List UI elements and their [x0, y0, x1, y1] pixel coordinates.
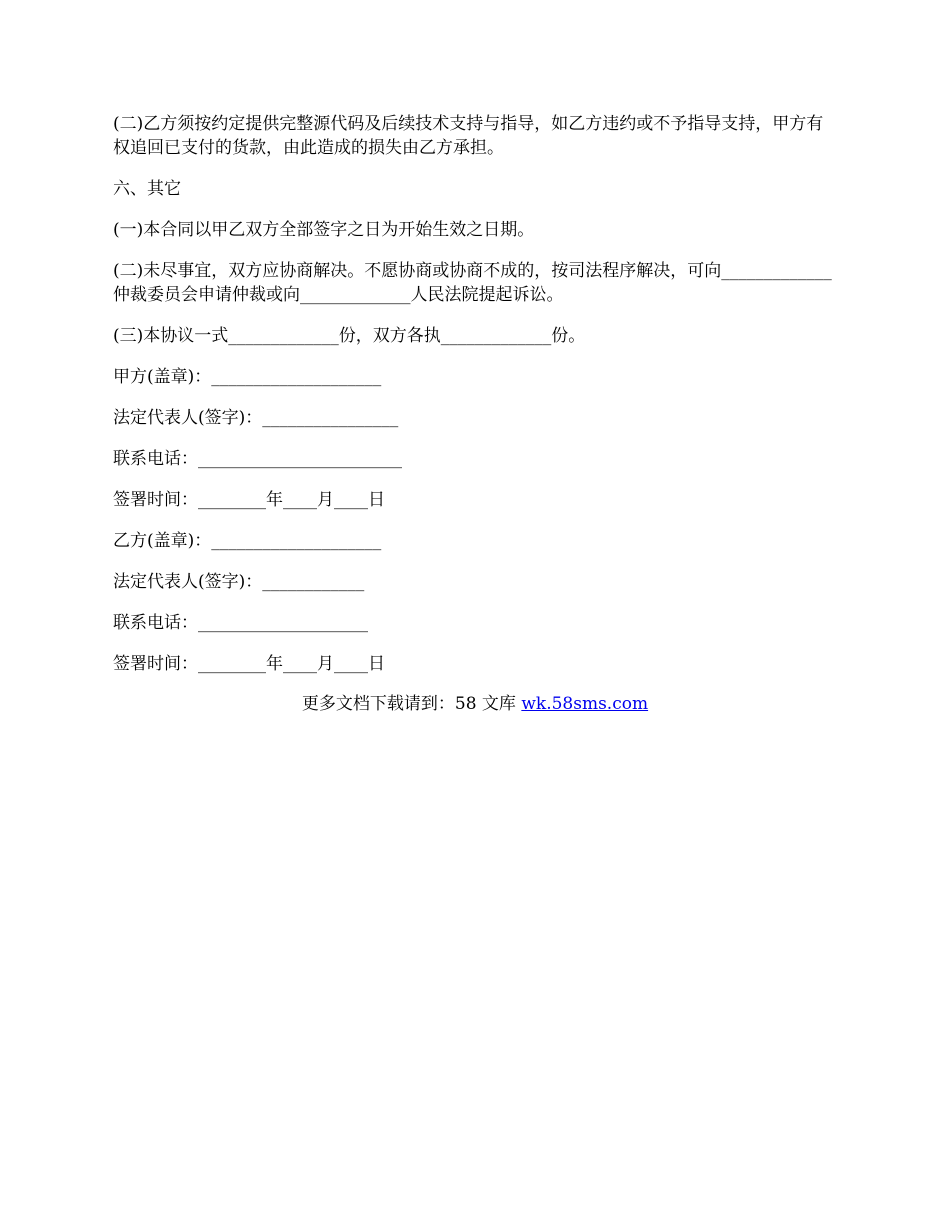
clause-6-1: (一)本合同以甲乙双方全部签字之日为开始生效之日期。 — [113, 220, 535, 240]
document-body — [113, 112, 835, 676]
section-6-heading: 六、其它 — [113, 179, 181, 199]
party-b-representative: 法定代表人(签字)：____________ — [113, 572, 365, 592]
footer-link[interactable]: wk.58sms.com — [521, 694, 649, 714]
clause-6-3: (三)本协议一式_____________份，双方各执_____________份。 — [113, 326, 586, 346]
footer-text: 更多文档下载请到：58 文库 — [301, 694, 522, 714]
download-footer — [0, 692, 950, 716]
party-a-representative: 法定代表人(签字)：________________ — [113, 408, 399, 428]
party-a-seal: 甲方(盖章)：____________________ — [113, 367, 382, 387]
party-a-sign-date: 签署时间：________年____月____日 — [113, 490, 385, 510]
clause-6-2: (二)未尽事宜，双方应协商解决。不愿协商或协商不成的，按司法程序解决，可向_____________仲裁委员会申请仲裁或向_____________人民法院提起诉讼。 — [113, 261, 832, 305]
party-a-phone: 联系电话：________________________ — [113, 449, 402, 469]
party-b-phone: 联系电话：____________________ — [113, 613, 368, 633]
party-b-seal: 乙方(盖章)：____________________ — [113, 531, 382, 551]
party-b-sign-date: 签署时间：________年____月____日 — [113, 654, 385, 674]
clause-5-2: (二)乙方须按约定提供完整源代码及后续技术支持与指导，如乙方违约或不予指导支持，甲方有权追回已支付的货款，由此造成的损失由乙方承担。 — [113, 114, 824, 158]
